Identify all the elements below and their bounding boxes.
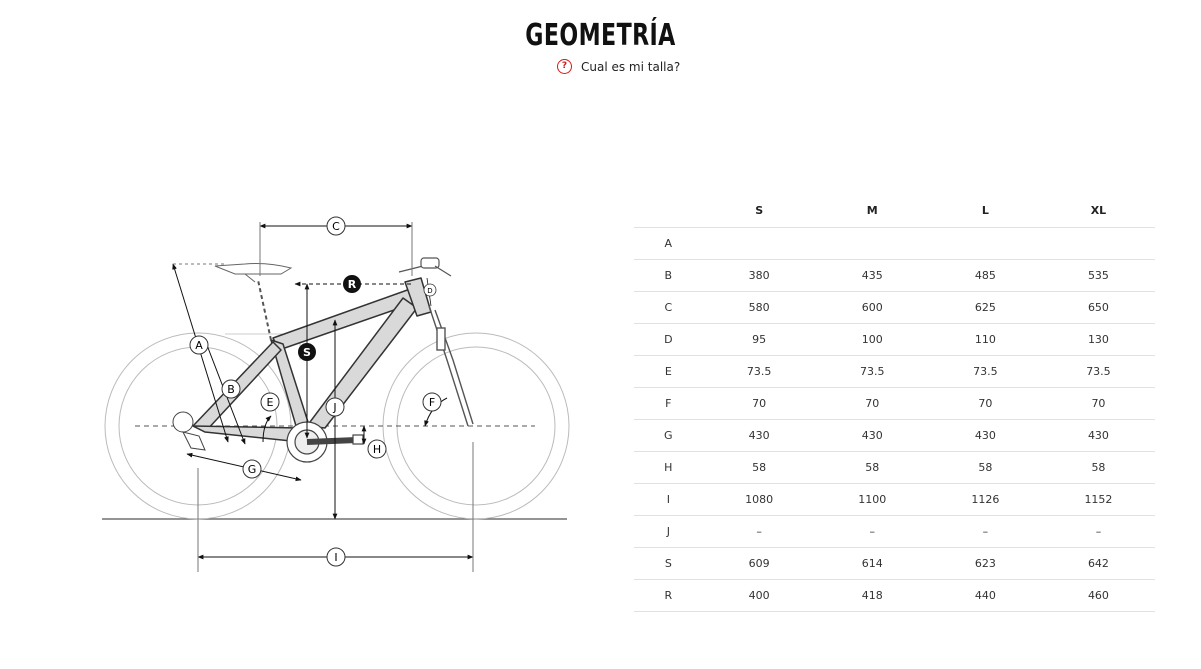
row-label: S: [634, 548, 703, 580]
table-cell: 614: [816, 548, 929, 580]
row-label: F: [634, 388, 703, 420]
label-F-text: F: [428, 396, 436, 409]
table-row: [634, 324, 1155, 356]
table-cell: 70: [1042, 388, 1155, 420]
table-cell: 95: [703, 324, 816, 356]
row-label: A: [634, 228, 703, 260]
label-D: [424, 284, 436, 296]
table-row: [634, 356, 1155, 388]
table-cell: 58: [816, 452, 929, 484]
table-cell: 580: [703, 292, 816, 324]
table-cell: 100: [816, 324, 929, 356]
label-C-text: C: [332, 220, 340, 233]
label-B-text: B: [227, 383, 235, 396]
table-cell: 400: [703, 580, 816, 612]
label-J-text: J: [333, 401, 337, 414]
table-cell: –: [1042, 516, 1155, 548]
column-header-l: L: [929, 193, 1042, 228]
row-label: R: [634, 580, 703, 612]
column-header-xl: XL: [1042, 193, 1155, 228]
table-cell: 430: [1042, 420, 1155, 452]
seatpost-saddle: [215, 264, 291, 341]
table-cell: 58: [929, 452, 1042, 484]
row-label: D: [634, 324, 703, 356]
label-G: [243, 460, 261, 478]
label-E: [261, 393, 279, 411]
table-cell: 650: [1042, 292, 1155, 324]
question-circle-icon: ?: [557, 59, 572, 74]
label-S-text: S: [303, 346, 311, 359]
table-body: [634, 228, 1155, 612]
table-row: [634, 452, 1155, 484]
label-J: [326, 398, 344, 416]
table-cell: 430: [816, 420, 929, 452]
size-guide-label: Cual es mi talla?: [581, 59, 681, 74]
label-E-text: E: [266, 396, 274, 409]
table-cell: 460: [1042, 580, 1155, 612]
label-B: [222, 380, 240, 398]
table-header-row: [634, 193, 1155, 228]
table-cell: 73.5: [1042, 356, 1155, 388]
geometry-table: [634, 193, 1155, 612]
table-cell: 73.5: [929, 356, 1042, 388]
table-cell: –: [929, 516, 1042, 548]
table-row: [634, 420, 1155, 452]
table-row: [634, 548, 1155, 580]
table-row: [634, 260, 1155, 292]
table-cell: 73.5: [816, 356, 929, 388]
bike-geometry-diagram: [95, 210, 575, 580]
label-D-text: D: [427, 287, 433, 295]
label-R-text: R: [347, 278, 357, 291]
table-cell: [929, 228, 1042, 260]
label-I: [327, 548, 345, 566]
table-cell: 1080: [703, 484, 816, 516]
table-cell: 1152: [1042, 484, 1155, 516]
table-row: [634, 228, 1155, 260]
table-cell: 440: [929, 580, 1042, 612]
table-row: [634, 292, 1155, 324]
front-wheel: [383, 333, 569, 519]
table-cell: 642: [1042, 548, 1155, 580]
label-S: [298, 343, 316, 361]
label-A: [190, 336, 208, 354]
table-cell: [1042, 228, 1155, 260]
label-A-text: A: [195, 339, 203, 352]
table-cell: 600: [816, 292, 929, 324]
table-cell: 430: [929, 420, 1042, 452]
row-label: B: [634, 260, 703, 292]
label-H-text: H: [372, 443, 382, 456]
table-row: [634, 580, 1155, 612]
table-cell: 70: [816, 388, 929, 420]
row-label: I: [634, 484, 703, 516]
label-F: [423, 393, 441, 411]
label-H: [368, 440, 386, 458]
table-row: [634, 484, 1155, 516]
label-G-text: G: [247, 463, 257, 476]
table-cell: 485: [929, 260, 1042, 292]
table-cell: 609: [703, 548, 816, 580]
bike-frame: [193, 278, 431, 442]
table-cell: 110: [929, 324, 1042, 356]
label-I-text: I: [334, 551, 338, 564]
table-cell: 623: [929, 548, 1042, 580]
row-label: J: [634, 516, 703, 548]
table-cell: 1100: [816, 484, 929, 516]
column-header-blank: [634, 193, 703, 228]
table-cell: 58: [1042, 452, 1155, 484]
column-header-s: S: [703, 193, 816, 228]
table-cell: 70: [703, 388, 816, 420]
column-header-m: M: [816, 193, 929, 228]
table-cell: –: [703, 516, 816, 548]
label-C: [327, 217, 345, 235]
table-cell: 1126: [929, 484, 1042, 516]
label-R: [343, 275, 361, 293]
table-cell: 418: [816, 580, 929, 612]
table-cell: 130: [1042, 324, 1155, 356]
size-guide-link[interactable]: [557, 59, 680, 74]
row-label: C: [634, 292, 703, 324]
table-cell: 380: [703, 260, 816, 292]
row-label: G: [634, 420, 703, 452]
table-cell: 73.5: [703, 356, 816, 388]
table-cell: 535: [1042, 260, 1155, 292]
table-cell: [816, 228, 929, 260]
table-cell: 625: [929, 292, 1042, 324]
page-title: GEOMETRÍA: [525, 18, 676, 53]
table-cell: 58: [703, 452, 816, 484]
table-cell: 430: [703, 420, 816, 452]
table-row: [634, 516, 1155, 548]
table-cell: [703, 228, 816, 260]
table-cell: 435: [816, 260, 929, 292]
row-label: H: [634, 452, 703, 484]
handlebar: [399, 258, 451, 276]
table-cell: 70: [929, 388, 1042, 420]
table-row: [634, 388, 1155, 420]
row-label: E: [634, 356, 703, 388]
table-cell: –: [816, 516, 929, 548]
